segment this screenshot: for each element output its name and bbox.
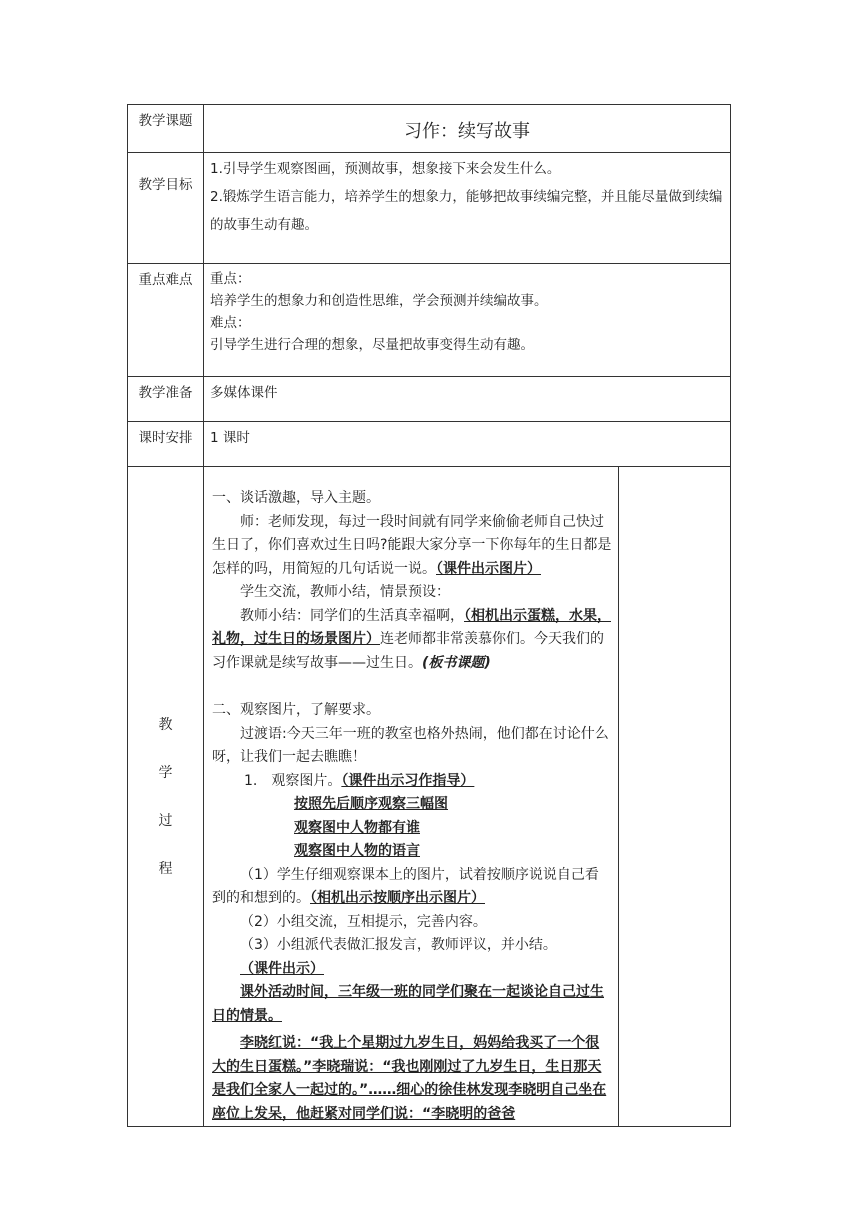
notes-column (619, 467, 731, 1127)
paragraph-text: 师：老师发现，每过一段时间就有同学来偷偷老师自己快过生日了，你们喜欢过生日吗?能跟大家分享一下你每年的生日都是怎样的吗，用简短的几句话说一说。 (212, 513, 612, 577)
prep-label: 教学准备 (128, 377, 204, 422)
lesson-plan-table (127, 104, 731, 1127)
paragraph-text: （1）学生仔细观察课本上的图片，试着按顺序说说自己看到的和想到的。 (212, 866, 599, 906)
courseware-note: （相机出示蛋糕，水果，礼物，过生日的场景图片） (212, 607, 611, 647)
courseware-note: （相机出示按顺序出示图片） (310, 890, 485, 906)
difficulty-heading: 难点： (210, 315, 251, 331)
process-char: 教 (158, 716, 173, 733)
story-paragraph: 课外活动时间，三年级一班的同学们聚在一起谈论自己过生日的情景。 (212, 984, 604, 1024)
item-text: 1. 观察图片。 (244, 772, 342, 789)
row-process (128, 467, 731, 1127)
goals-label: 教学目标 (128, 153, 204, 264)
numbered-item (212, 770, 612, 794)
row-topic (128, 105, 731, 153)
paragraph: 过渡语:今天三年一班的教室也格外热闹，他们都在讨论什么呀，让我们一起去瞧瞧！ (212, 725, 609, 765)
row-goals (128, 153, 731, 264)
paragraph: （2）小组交流，互相提示，完善内容。 (240, 913, 487, 930)
section-2-title: 二、观察图片，了解要求。 (212, 702, 380, 718)
hours-value: 1 课时 (204, 422, 731, 467)
courseware-note: （课件出示图片） (436, 560, 541, 577)
difficulty-text: 引导学生进行合理的想象，尽量把故事变得生动有趣。 (210, 337, 534, 353)
paragraph: （3）小组派代表做汇报发言，教师评议，并小结。 (240, 937, 557, 953)
process-label (128, 467, 204, 1127)
key-heading: 重点： (210, 271, 251, 287)
paragraph-text: 连老师都非常羡慕你们。今天我们的习作课就是续写故事——过生日。 (212, 631, 604, 671)
process-char: 程 (158, 860, 173, 877)
process-char: 过 (158, 812, 173, 829)
topic-label: 教学课题 (128, 105, 204, 153)
keypoints-label: 重点难点 (128, 264, 204, 377)
paragraph (212, 511, 612, 582)
story-paragraph: 李晓红说：“我上个星期过九岁生日，妈妈给我买了一个很大的生日蛋糕。”李晓瑞说：“我也刚刚过了九岁生日，生日那天是我们全家人一起过的。”……细心的徐佳林发现李晓明自己坐在座位上发呆，他赶紧对同学们说：“李晓明的爸爸 (212, 1035, 607, 1122)
row-hours (128, 422, 731, 467)
paragraph-text: 教师小结：同学们的生活真幸福啊， (240, 607, 464, 624)
paragraph (212, 864, 612, 911)
board-note: (板书课题) (422, 654, 491, 671)
courseware-heading: （课件出示） (240, 960, 324, 977)
hours-label: 课时安排 (128, 422, 204, 467)
row-prep (128, 377, 731, 422)
paragraph (212, 605, 612, 676)
guide-item: 观察图中人物都有谁 (294, 819, 420, 836)
courseware-note: （课件出示习作指导） (341, 772, 475, 789)
guide-item: 按照先后顺序观察三幅图 (294, 796, 448, 812)
paragraph: 学生交流，教师小结，情景预设： (240, 584, 450, 600)
goals-content (204, 153, 731, 264)
lesson-title: 习作：续写故事 (204, 105, 731, 153)
prep-value: 多媒体课件 (204, 377, 731, 422)
guide-item: 观察图中人物的语言 (294, 843, 420, 859)
goal-item: 1.引导学生观察图画，预测故事，想象接下来会发生什么。 (210, 161, 561, 177)
key-text: 培养学生的想象力和创造性思维，学会预测并续编故事。 (210, 293, 548, 309)
keypoints-content (204, 264, 731, 377)
goal-item: 2.锻炼学生语言能力，培养学生的想象力，能够把故事续编完整，并且能尽量做到续编的故事生动有趣。 (210, 189, 723, 233)
section-1-title: 一、谈话激趣，导入主题。 (212, 490, 380, 506)
process-content (204, 467, 619, 1127)
row-keypoints (128, 264, 731, 377)
process-char: 学 (158, 764, 173, 781)
